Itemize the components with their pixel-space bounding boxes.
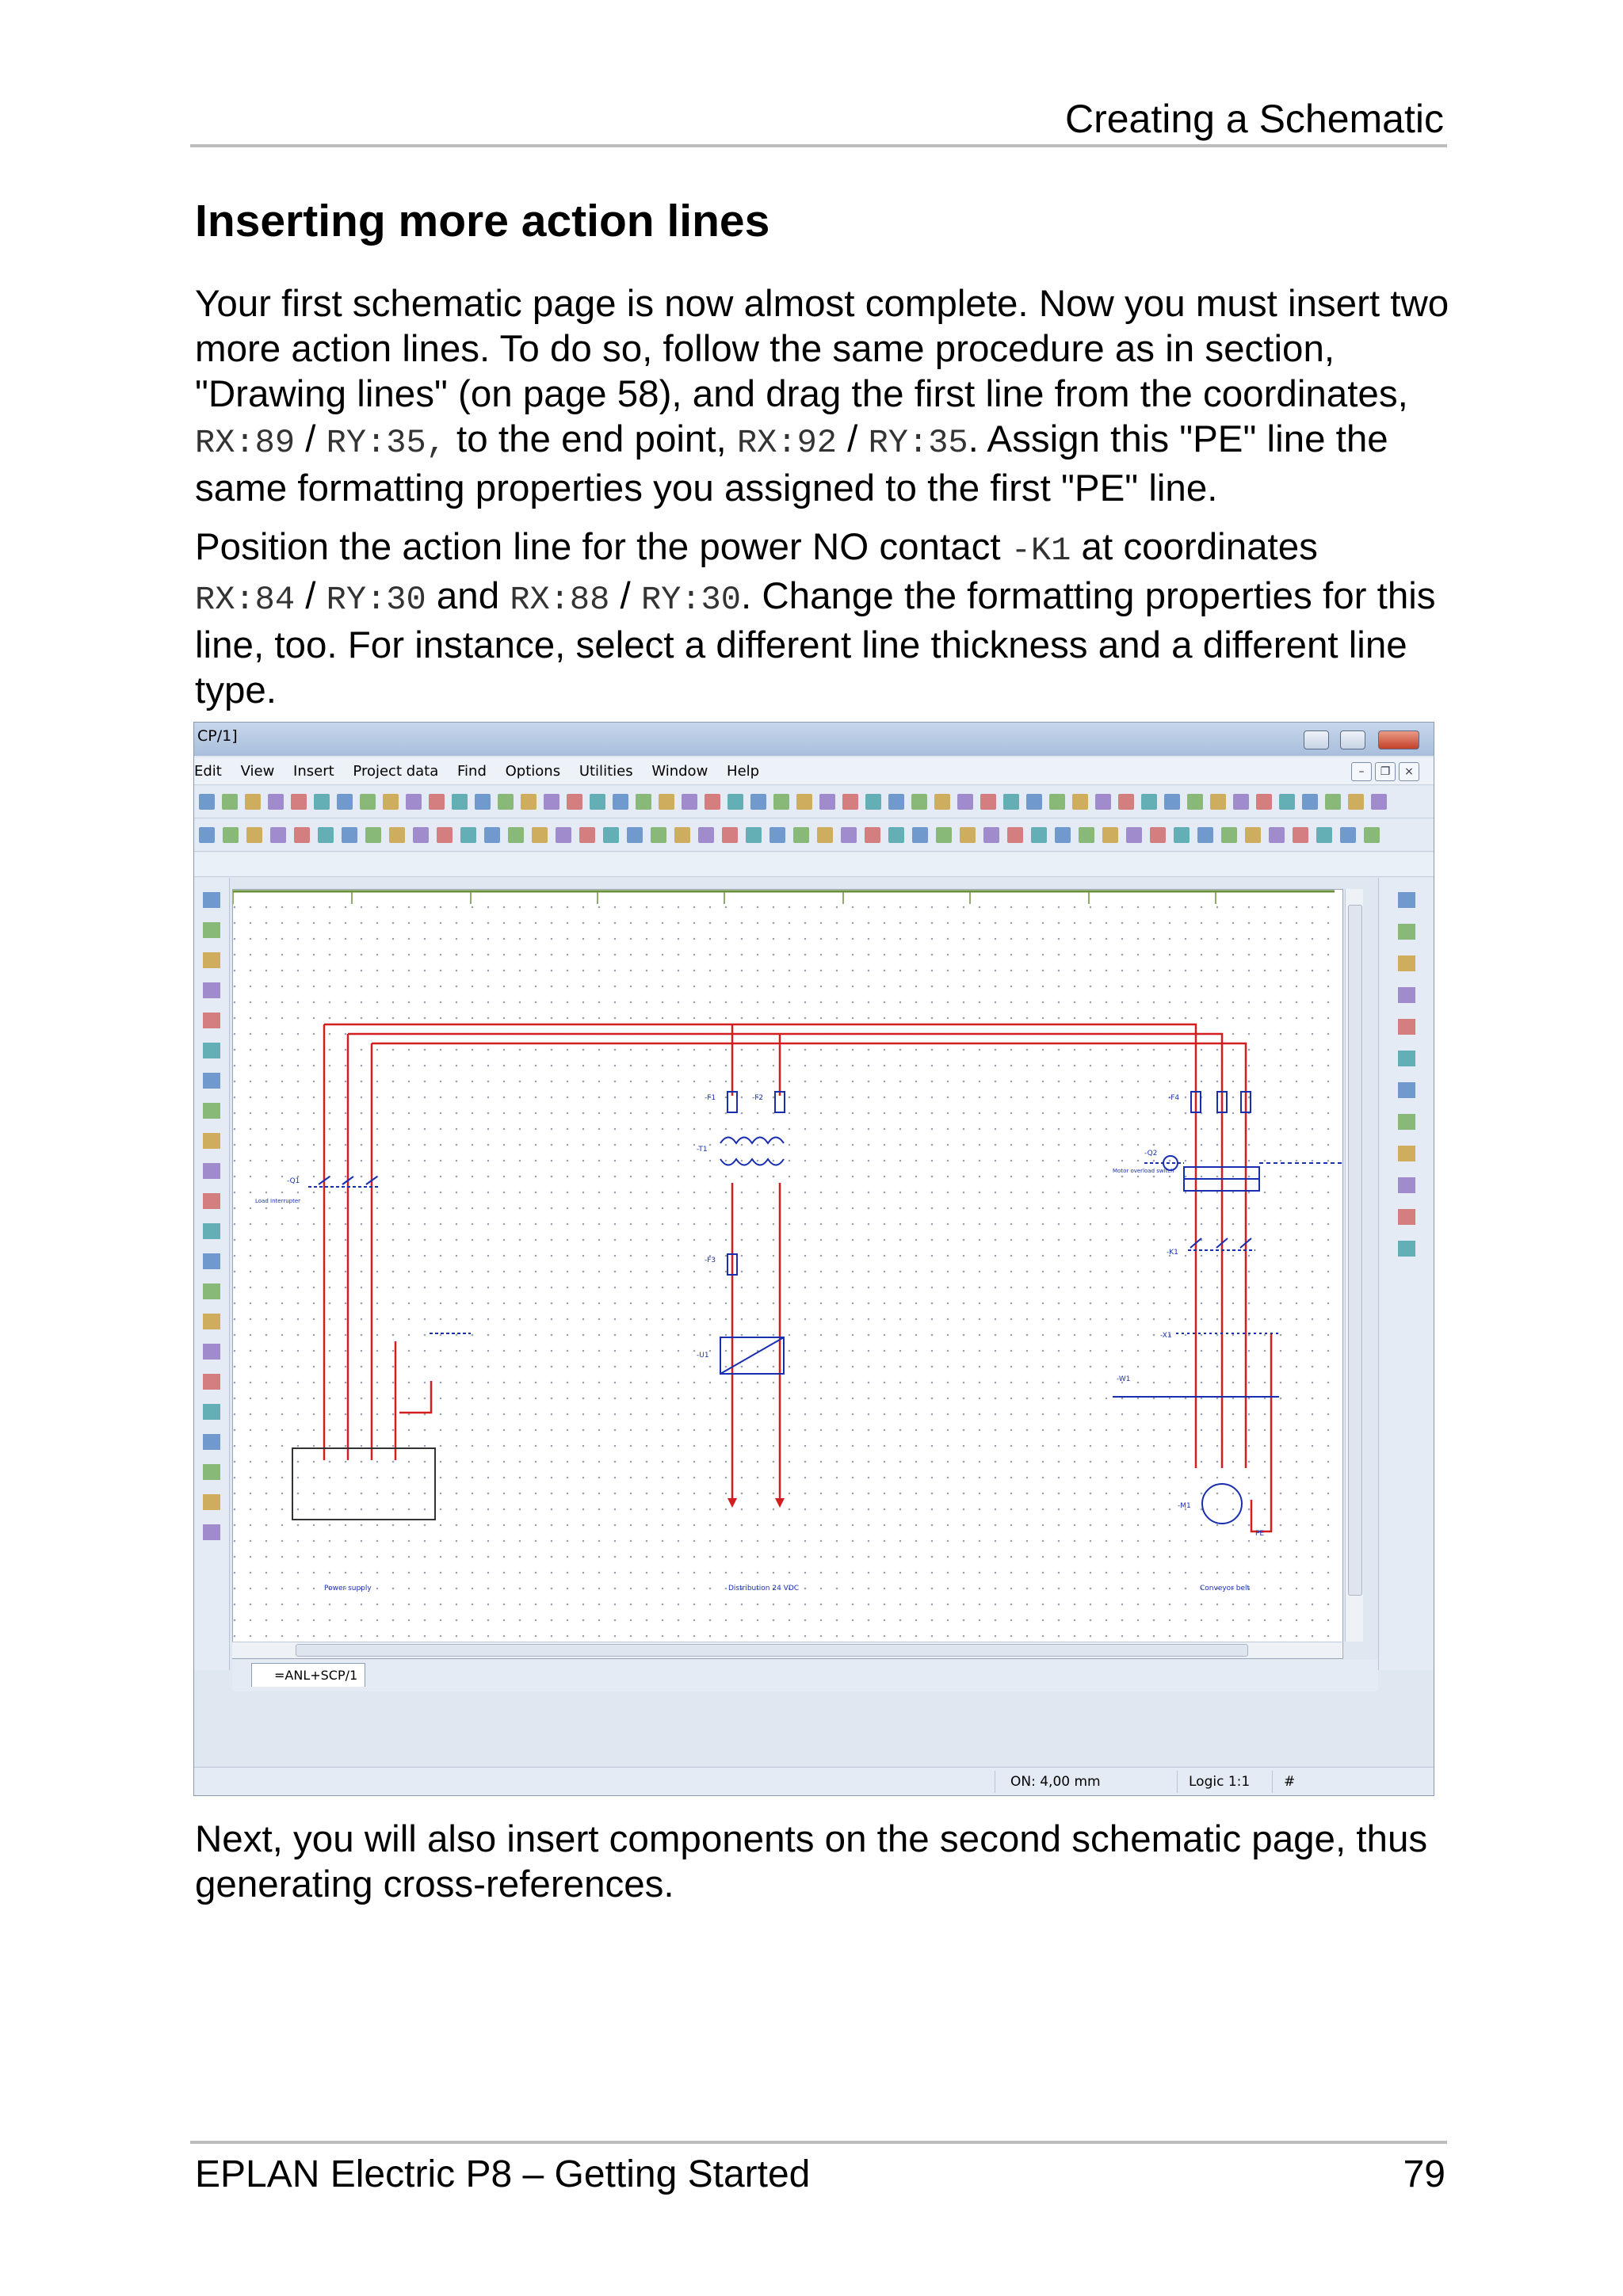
toolbar-button-icon[interactable] [746, 827, 762, 843]
label-f1: -F1 [705, 1094, 716, 1102]
eplan-screenshot [193, 722, 1434, 1796]
toolbar-button-icon[interactable] [203, 952, 220, 968]
toolbar-button-icon[interactable] [270, 827, 286, 843]
label-q1: -Q1 [287, 1177, 300, 1185]
toolbar-button-icon[interactable] [1398, 987, 1415, 1003]
toolbar-button-icon[interactable] [1398, 924, 1415, 940]
toolbar-button-icon[interactable] [1398, 1241, 1415, 1257]
toolbar-button-icon[interactable] [1141, 794, 1157, 810]
toolbar-button-icon[interactable] [1256, 794, 1272, 810]
toolbar-button-icon[interactable] [318, 827, 334, 843]
coord-rx89: RX:89 [195, 424, 296, 462]
status-logic: Logic 1:1 [1189, 1774, 1251, 1790]
toolbar-button-icon[interactable] [1118, 794, 1134, 810]
toolbar-button-icon[interactable] [841, 827, 857, 843]
toolbar-button-icon[interactable] [698, 827, 714, 843]
slash: / [295, 575, 327, 617]
toolbar-button-icon[interactable] [498, 794, 514, 810]
toolbar-button-icon[interactable] [936, 827, 952, 843]
toolbar-button-icon[interactable] [203, 1103, 220, 1119]
p1-text-2: to the end point, [445, 418, 737, 460]
label-f3: -F3 [705, 1257, 716, 1264]
toolbar-button-icon[interactable] [406, 794, 422, 810]
toolbar-button-icon[interactable] [1398, 1019, 1415, 1035]
toolbar-button-icon[interactable] [769, 827, 785, 843]
toolbar-button-icon[interactable] [934, 794, 950, 810]
toolbar-button-icon[interactable] [203, 1374, 220, 1390]
horizontal-scroll-thumb[interactable] [296, 1644, 1248, 1657]
header-rule [190, 144, 1447, 147]
toolbar-button-icon[interactable] [1174, 827, 1190, 843]
schematic-canvas[interactable] [232, 889, 1343, 1659]
toolbar-button-icon[interactable] [314, 794, 330, 810]
label-load-interrupter: Load Interrupter [255, 1198, 301, 1204]
coord-rx84: RX:84 [195, 581, 296, 619]
label-x1: -X1 [1160, 1332, 1172, 1340]
toolbar-button-icon[interactable] [1348, 794, 1364, 810]
mdi-close-icon[interactable]: × [1399, 762, 1419, 781]
toolbar-button-icon[interactable] [1302, 794, 1318, 810]
toolbar-button-icon[interactable] [842, 794, 858, 810]
page-tab-label: =ANL+SCP/1 [274, 1668, 358, 1683]
toolbar-button-icon[interactable] [865, 794, 881, 810]
toolbar-button-icon[interactable] [203, 1223, 220, 1239]
toolbar-button-icon[interactable] [911, 794, 927, 810]
toolbar-button-icon[interactable] [203, 1073, 220, 1089]
running-header: Creating a Schematic [1064, 97, 1444, 141]
toolbar-button-icon[interactable] [383, 794, 399, 810]
tab-page[interactable] [251, 1663, 365, 1687]
vertical-scrollbar[interactable] [1345, 889, 1363, 1642]
toolbar-button-icon[interactable] [651, 827, 666, 843]
toolbar-button-icon[interactable] [544, 794, 559, 810]
toolbar-button-icon[interactable] [1164, 794, 1180, 810]
toolbar-button-icon[interactable] [960, 827, 976, 843]
toolbar-button-icon[interactable] [682, 794, 697, 810]
toolbar-button-icon[interactable] [360, 794, 376, 810]
toolbar-button-icon[interactable] [342, 827, 357, 843]
menu-window[interactable]: Window [651, 763, 708, 780]
window-title: CP/1] [197, 727, 238, 745]
label-q2: -Q2 [1144, 1150, 1158, 1158]
horizontal-scrollbar[interactable] [232, 1642, 1342, 1658]
toolbar-button-icon[interactable] [773, 794, 789, 810]
toolbar-button-icon[interactable] [203, 1314, 220, 1329]
label-k1: -K1 [1167, 1249, 1178, 1257]
p2-text-3: and [426, 575, 510, 617]
label-motor-overload: Motor overload switch [1113, 1168, 1174, 1174]
toolbar-button-icon[interactable] [1398, 1146, 1415, 1161]
mdi-restore-icon[interactable]: ❐ [1375, 762, 1396, 781]
page-tab-bar [232, 1660, 1378, 1691]
label-conveyor: Conveyor belt [1200, 1585, 1251, 1592]
toolbar-button-icon[interactable] [1221, 827, 1237, 843]
close-button[interactable] [1378, 730, 1419, 749]
coord-ry30a: RY:30 [326, 581, 426, 619]
toolbar-button-icon[interactable] [579, 827, 595, 843]
toolbar-button-icon[interactable] [291, 794, 307, 810]
toolbar-button-icon[interactable] [1095, 794, 1111, 810]
p1-text-1: Your first schematic page is now almost complete. Now you must insert two more action lines. To do so, follow the same procedure as in section, "Drawing lines" (on page 58), and drag the first line from the coordinates, [195, 283, 1449, 415]
paragraph-2 [195, 524, 1463, 713]
toolbar-button-icon[interactable] [203, 982, 220, 998]
label-f4: -F4 [1168, 1094, 1180, 1102]
slash: / [609, 575, 641, 617]
toolbar-button-icon[interactable] [1398, 892, 1415, 908]
p1-text-3: . Assign this "PE" line the same formatting properties you assigned to the first "PE" line. [195, 418, 1388, 509]
toolbar-button-icon[interactable] [750, 794, 766, 810]
toolbar-button-icon[interactable] [203, 892, 220, 908]
toolbar-button-icon[interactable] [705, 794, 720, 810]
toolbar-button-icon[interactable] [203, 1253, 220, 1269]
toolbar-button-icon[interactable] [203, 1283, 220, 1299]
mdi-minimize-icon[interactable]: – [1351, 762, 1372, 781]
toolbar-button-icon[interactable] [659, 794, 674, 810]
toolbar-button-icon[interactable] [1279, 794, 1295, 810]
toolbar-button-icon[interactable] [1398, 1209, 1415, 1225]
toolbar-button-icon[interactable] [245, 794, 261, 810]
toolbar-button-icon[interactable] [460, 827, 476, 843]
right-tool-palette [1378, 878, 1434, 1670]
menu-items [194, 763, 773, 780]
toolbar-button-icon[interactable] [980, 794, 996, 810]
toolbar-button-icon[interactable] [1007, 827, 1023, 843]
toolbar-button-icon[interactable] [888, 794, 904, 810]
status-bar [194, 1767, 1434, 1796]
label-pe: PE [1255, 1530, 1265, 1538]
toolbar-button-icon[interactable] [627, 827, 643, 843]
toolbar-button-icon[interactable] [365, 827, 381, 843]
toolbar-button-icon[interactable] [1398, 955, 1415, 971]
left-tool-palette [194, 878, 230, 1670]
toolbar-1 [194, 786, 1434, 818]
coord-ry30b: RY:30 [640, 581, 741, 619]
toolbar-button-icon[interactable] [337, 794, 353, 810]
toolbar-button-icon[interactable] [268, 794, 284, 810]
toolbar-button-icon[interactable] [429, 794, 445, 810]
toolbar-button-icon[interactable] [1398, 1051, 1415, 1066]
toolbar-button-icon[interactable] [590, 794, 605, 810]
toolbar-button-icon[interactable] [199, 794, 215, 810]
toolbar-button-icon[interactable] [912, 827, 928, 843]
toolbar-button-icon[interactable] [1371, 794, 1387, 810]
coord-ry35a: RY:35, [326, 424, 446, 462]
toolbar-button-icon[interactable] [1126, 827, 1142, 843]
p2-text-1: Position the action line for the power NO contact [195, 526, 1011, 568]
toolbar-button-icon[interactable] [1072, 794, 1088, 810]
toolbar-button-icon[interactable] [1293, 827, 1308, 843]
toolbar-button-icon[interactable] [413, 827, 429, 843]
schematic-drawing [233, 890, 1342, 1658]
toolbar-button-icon[interactable] [222, 794, 238, 810]
toolbar-button-icon[interactable] [203, 1494, 220, 1510]
footer-title: EPLAN Electric P8 – Getting Started [195, 2153, 811, 2195]
coord-ry35b: RY:35 [868, 424, 968, 462]
toolbar-button-icon[interactable] [1187, 794, 1203, 810]
toolbar-button-icon[interactable] [1398, 1114, 1415, 1130]
label-distribution: Distribution 24 VDC [728, 1585, 800, 1592]
toolbar-button-icon[interactable] [203, 1524, 220, 1540]
paragraph-3: Next, you will also insert components on the second schematic page, thus generating cross-references. [195, 1818, 1428, 1905]
toolbar-button-icon[interactable] [1049, 794, 1065, 810]
toolbar-button-icon[interactable] [722, 827, 738, 843]
toolbar-button-icon[interactable] [1079, 827, 1094, 843]
toolbar-button-icon[interactable] [1245, 827, 1261, 843]
toolbar-button-icon[interactable] [793, 827, 809, 843]
maximize-button[interactable] [1340, 730, 1365, 749]
toolbar-button-icon[interactable] [983, 827, 999, 843]
toolbar-button-icon[interactable] [727, 794, 743, 810]
toolbar-button-icon[interactable] [203, 1404, 220, 1420]
toolbar-button-icon[interactable] [567, 794, 582, 810]
toolbar-button-icon[interactable] [1398, 1082, 1415, 1098]
toolbar-button-icon[interactable] [294, 827, 310, 843]
toolbar-button-icon[interactable] [603, 827, 619, 843]
toolbar-button-icon[interactable] [1210, 794, 1226, 810]
toolbar-button-icon[interactable] [1003, 794, 1019, 810]
toolbar-button-icon[interactable] [1325, 794, 1341, 810]
label-t1: -T1 [697, 1146, 708, 1154]
toolbar-button-icon[interactable] [223, 827, 239, 843]
toolbar-button-icon[interactable] [246, 827, 262, 843]
toolbar-button-icon[interactable] [1340, 827, 1356, 843]
menu-project-data[interactable]: Project data [353, 763, 439, 780]
menu-view[interactable]: View [240, 763, 275, 780]
label-f2: -F2 [752, 1094, 764, 1102]
toolbar-button-icon[interactable] [437, 827, 453, 843]
toolbar-button-icon[interactable] [203, 1344, 220, 1360]
slash: / [836, 418, 869, 460]
toolbar-button-icon[interactable] [613, 794, 628, 810]
toolbar-button-icon[interactable] [203, 922, 220, 938]
vertical-scroll-thumb[interactable] [1348, 905, 1362, 1596]
toolbar-button-icon[interactable] [203, 1193, 220, 1209]
toolbar-button-icon[interactable] [796, 794, 812, 810]
toolbar-button-icon[interactable] [1269, 827, 1285, 843]
toolbar-button-icon[interactable] [389, 827, 405, 843]
status-grid: ON: 4,00 mm [1010, 1774, 1101, 1790]
toolbar-3 [194, 852, 1434, 877]
toolbar-button-icon[interactable] [203, 1043, 220, 1058]
toolbar-button-icon[interactable] [1197, 827, 1213, 843]
menu-find[interactable]: Find [457, 763, 487, 780]
toolbar-button-icon[interactable] [1364, 827, 1380, 843]
menu-bar [194, 757, 1434, 785]
toolbar-button-icon[interactable] [888, 827, 904, 843]
toolbar-button-icon[interactable] [957, 794, 973, 810]
toolbar-button-icon[interactable] [203, 1013, 220, 1028]
page-number: 79 [1403, 2153, 1445, 2195]
toolbar-button-icon[interactable] [484, 827, 500, 843]
menu-utilities[interactable]: Utilities [579, 763, 633, 780]
window-titlebar [194, 723, 1434, 756]
status-hash: # [1284, 1774, 1296, 1790]
section-heading: Inserting more action lines [195, 196, 770, 246]
toolbar-button-icon[interactable] [203, 1434, 220, 1450]
toolbar-button-icon[interactable] [452, 794, 468, 810]
toolbar-button-icon[interactable] [521, 794, 537, 810]
p2-text-2: at coordinates [1071, 526, 1318, 568]
toolbar-button-icon[interactable] [508, 827, 524, 843]
label-power-supply: Power supply [324, 1585, 372, 1592]
toolbar-button-icon[interactable] [1316, 827, 1332, 843]
toolbar-button-icon[interactable] [203, 1133, 220, 1149]
toolbar-button-icon[interactable] [1233, 794, 1249, 810]
minimize-button[interactable] [1304, 730, 1329, 749]
label-u1: -U1 [697, 1352, 709, 1360]
slash: / [295, 418, 327, 460]
toolbar-button-icon[interactable] [556, 827, 571, 843]
menu-options[interactable]: Options [505, 763, 561, 780]
toolbar-button-icon[interactable] [1102, 827, 1118, 843]
menu-insert[interactable]: Insert [293, 763, 334, 780]
menu-help[interactable]: Help [727, 763, 760, 780]
toolbar-button-icon[interactable] [636, 794, 651, 810]
menu-edit[interactable]: Edit [194, 763, 222, 780]
toolbar-button-icon[interactable] [817, 827, 833, 843]
toolbar-button-icon[interactable] [475, 794, 491, 810]
toolbar-button-icon[interactable] [532, 827, 548, 843]
ref-k1: -K1 [1010, 532, 1071, 570]
footer-rule [190, 2141, 1447, 2144]
coord-rx92: RX:92 [736, 424, 837, 462]
label-m1: -M1 [1178, 1502, 1191, 1510]
toolbar-button-icon[interactable] [1398, 1177, 1415, 1193]
p2-text-4: . Change the formatting properties for this line, too. For instance, select a different line thickness and a different line type. [195, 575, 1436, 711]
toolbar-button-icon[interactable] [203, 1163, 220, 1179]
toolbar-button-icon[interactable] [674, 827, 690, 843]
toolbar-button-icon[interactable] [203, 1464, 220, 1480]
paragraph-1 [195, 281, 1463, 511]
toolbar-button-icon[interactable] [1026, 794, 1042, 810]
coord-rx88: RX:88 [510, 581, 610, 619]
toolbar-button-icon[interactable] [819, 794, 835, 810]
toolbar-button-icon[interactable] [1031, 827, 1047, 843]
toolbar-button-icon[interactable] [1055, 827, 1071, 843]
toolbar-2 [194, 819, 1434, 852]
toolbar-button-icon[interactable] [865, 827, 880, 843]
toolbar-button-icon[interactable] [199, 827, 215, 843]
label-w1: -W1 [1117, 1375, 1131, 1383]
toolbar-button-icon[interactable] [1150, 827, 1166, 843]
